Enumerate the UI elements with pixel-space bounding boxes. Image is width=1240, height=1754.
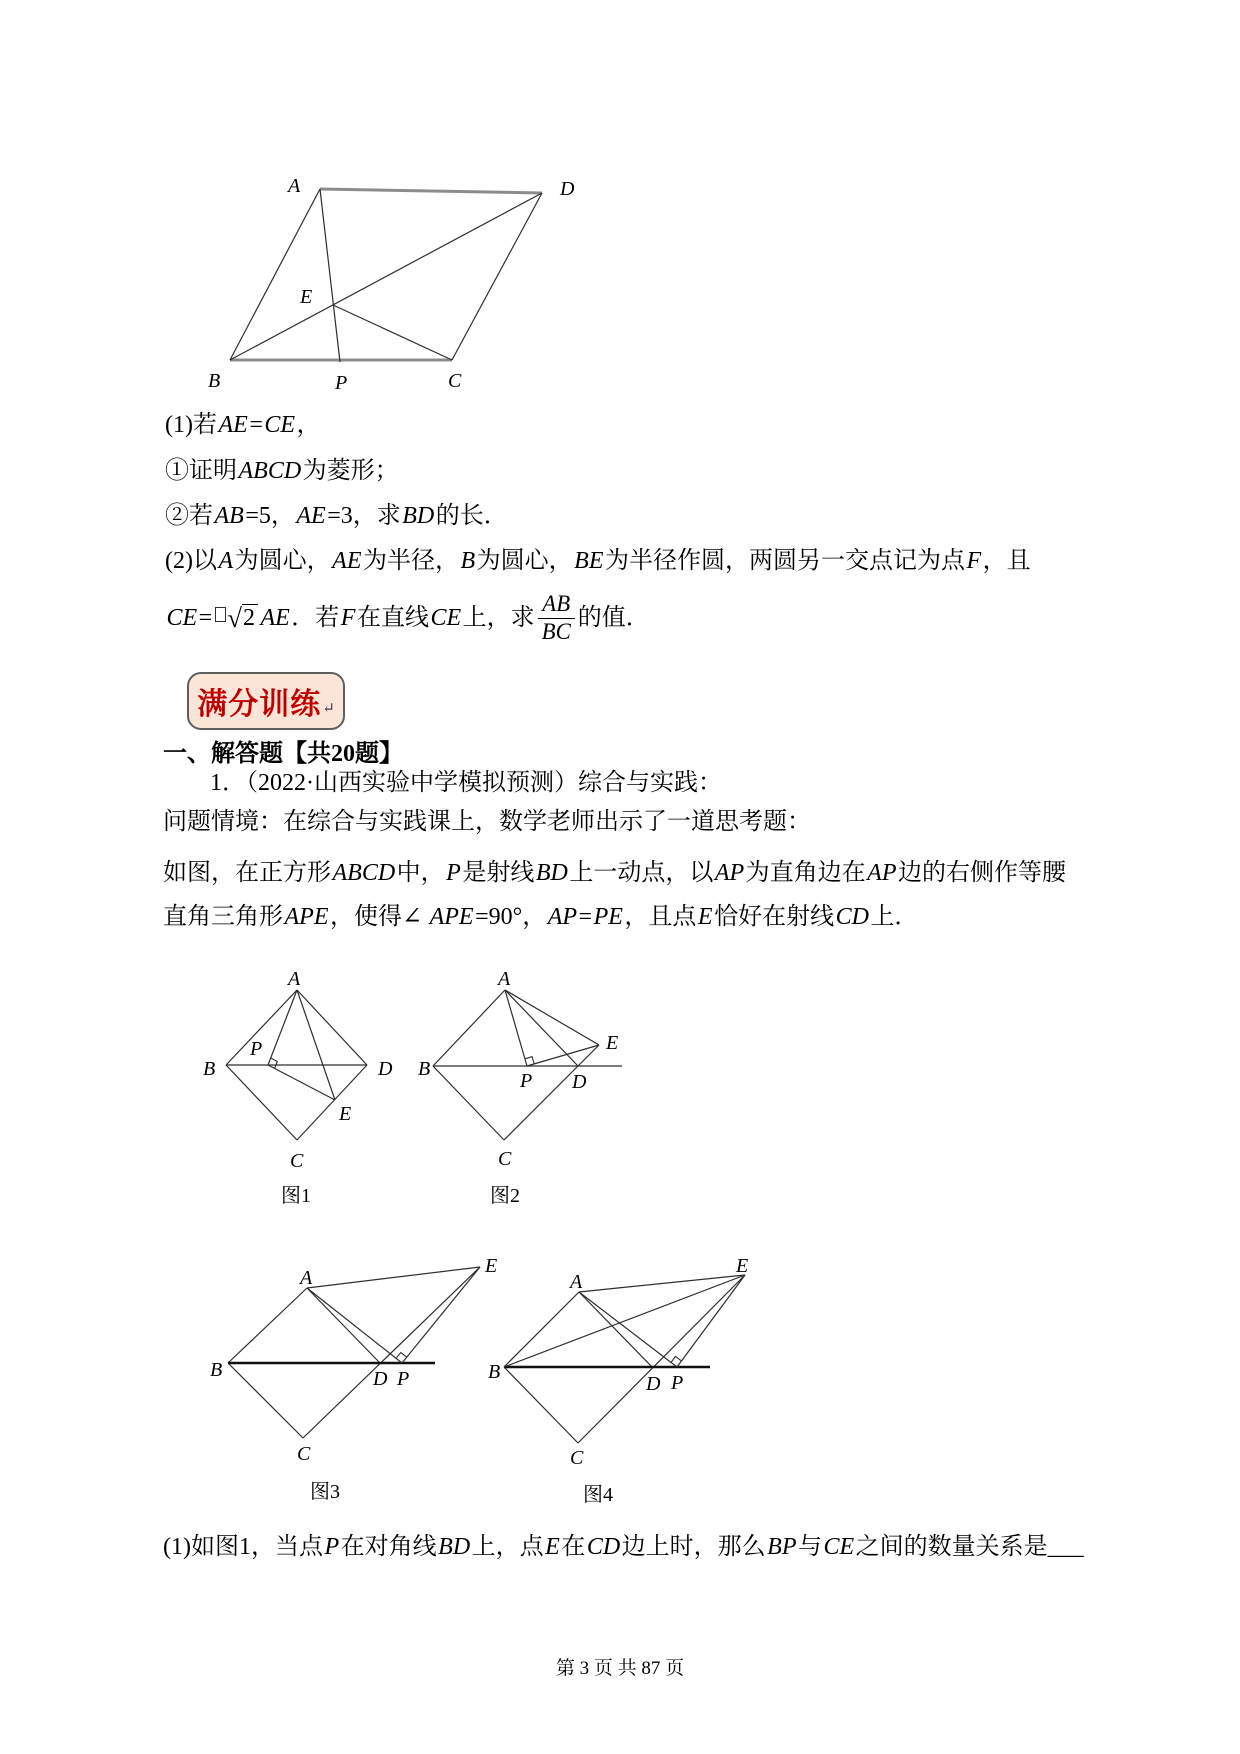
math-variable: APE xyxy=(284,904,329,930)
math-variable: F xyxy=(966,548,982,574)
vertex-label-e: E xyxy=(339,1103,352,1125)
vertex-label-c: C xyxy=(570,1447,584,1469)
math-variable: CE xyxy=(264,412,296,438)
vertex-label-d: D xyxy=(378,1058,393,1080)
figure-4-edges xyxy=(504,1275,745,1443)
vertex-label-a: A xyxy=(300,1267,313,1289)
vertex-label-c: C xyxy=(448,370,462,392)
math-variable: A xyxy=(218,548,234,574)
question-1-line xyxy=(163,1532,1084,1562)
radicand: 2 xyxy=(242,604,258,633)
math-variable: CE xyxy=(430,605,462,631)
vertex-label-c: C xyxy=(498,1148,512,1170)
math-variable: BE xyxy=(574,548,604,574)
text-run: = xyxy=(249,412,263,438)
math-variable: P xyxy=(446,860,461,886)
vertex-label-p: P xyxy=(250,1038,263,1060)
score-training-badge xyxy=(187,672,345,730)
math-variable: AE xyxy=(296,503,326,529)
problem-line-4 xyxy=(165,546,1031,576)
text-run: 为菱形； xyxy=(302,458,399,484)
math-variable: PE xyxy=(593,904,623,930)
figure-2-svg xyxy=(410,965,645,1180)
text-run: 在对角线 xyxy=(340,1534,437,1560)
problem-line-1 xyxy=(165,410,321,440)
vertex-label-a: A xyxy=(498,968,511,990)
math-variable: AP xyxy=(547,904,578,930)
text-run: ，且点 xyxy=(624,904,697,930)
text-run: = xyxy=(578,904,593,930)
text-run: =90°， xyxy=(475,904,547,930)
right-angle-mark xyxy=(671,1356,682,1362)
text-run: 为半径， xyxy=(362,548,459,574)
text-run: 为直角边在 xyxy=(745,860,866,886)
text-run: 上． xyxy=(870,904,919,930)
fraction-denominator: BC xyxy=(541,618,571,644)
vertex-label-d: D xyxy=(373,1368,388,1390)
text-run: 上，点 xyxy=(471,1534,544,1560)
vertex-label-e: E xyxy=(606,1032,619,1054)
missing-glyph-box xyxy=(215,607,226,622)
math-variable: E xyxy=(545,1534,560,1560)
text-run: 如图，在正方形 xyxy=(163,860,331,886)
math-variable: AB xyxy=(214,503,244,529)
math-variable: P xyxy=(324,1534,340,1560)
text-run: 边上时，那么 xyxy=(621,1534,766,1560)
math-variable: BP xyxy=(767,1534,797,1560)
fraction-numerator: AB xyxy=(538,592,575,619)
figure-1-svg xyxy=(195,965,410,1180)
figure-3-caption: 图3 xyxy=(310,1481,340,1503)
text-run: 为圆心， xyxy=(234,548,331,574)
math-variable: CE xyxy=(823,1534,855,1560)
figure-4-caption: 图4 xyxy=(583,1484,613,1506)
sqrt-radical xyxy=(227,604,258,633)
vertex-label-c: C xyxy=(297,1443,311,1465)
right-angle-mark xyxy=(396,1353,407,1359)
vertex-label-b: B xyxy=(203,1058,216,1080)
math-variable: AE xyxy=(332,548,362,574)
text-run: 与 xyxy=(798,1534,822,1560)
math-variable: ABCD xyxy=(238,458,302,484)
figure-2-caption: 图2 xyxy=(490,1185,520,1207)
vertex-label-p: P xyxy=(520,1070,533,1092)
text-run: ，且 xyxy=(982,548,1031,574)
vertex-label-a: A xyxy=(570,1271,583,1293)
math-variable: CD xyxy=(586,1534,621,1560)
text-run: 上，求 xyxy=(462,605,535,631)
figure-parallelogram-svg xyxy=(150,150,610,400)
text-run: 为半径作圆，两圆另一交点记为点 xyxy=(604,548,965,574)
fraction xyxy=(538,592,575,644)
problem-line-3 xyxy=(165,501,508,531)
text-run: ___ xyxy=(1047,1534,1084,1560)
math-variable: BD xyxy=(535,860,568,886)
math-variable: AE xyxy=(260,605,290,631)
vertex-label-e: E xyxy=(300,286,313,308)
problem1-desc-line-1 xyxy=(163,858,1066,888)
math-variable: ABCD xyxy=(332,860,396,886)
text-run: 之间的数量关系是 xyxy=(855,1534,1048,1560)
text-run: =5， xyxy=(245,503,295,529)
vertex-label-e: E xyxy=(485,1255,498,1277)
math-variable: AP xyxy=(867,860,897,886)
vertex-label-e: E xyxy=(736,1255,749,1277)
vertex-label-a: A xyxy=(288,968,301,990)
vertex-label-d: D xyxy=(646,1373,661,1395)
math-variable: APE xyxy=(429,904,474,930)
return-mark-icon: ↵ xyxy=(322,700,335,717)
vertex-label-c: C xyxy=(290,1150,304,1172)
figure-4-svg xyxy=(440,1255,775,1473)
text-run: 的值． xyxy=(577,605,650,631)
math-variable: BD xyxy=(402,503,435,529)
text-run: 的长． xyxy=(435,503,508,529)
problem-line-2 xyxy=(165,456,399,486)
math-variable: BD xyxy=(438,1534,471,1560)
math-variable: AP xyxy=(714,860,745,886)
text-run: 是射线 xyxy=(462,860,535,886)
text-run: 边的右侧作等腰 xyxy=(898,860,1066,886)
text-run: 直角三角形 xyxy=(163,904,283,930)
math-variable: CD xyxy=(835,904,869,930)
math-variable: AE xyxy=(218,412,248,438)
figure-2-edges xyxy=(433,990,622,1140)
problem1-situation-line: 问题情境：在综合与实践课上，数学老师出示了一道思考题： xyxy=(163,809,811,835)
vertex-label-p: P xyxy=(397,1368,410,1390)
vertex-label-a: A xyxy=(288,175,301,197)
math-variable: B xyxy=(460,548,476,574)
text-run: 为圆心， xyxy=(476,548,573,574)
problem1-desc-line-2 xyxy=(163,902,918,932)
page-footer: 第 3 页 共 87 页 xyxy=(555,1658,685,1679)
problem1-source-line: 1．（2022·山西实验中学模拟预测）综合与实践： xyxy=(210,770,722,796)
vertex-label-b: B xyxy=(210,1359,223,1381)
badge-label: 满分训练 xyxy=(197,688,322,721)
text-run: 中， xyxy=(396,860,445,886)
vertex-label-p: P xyxy=(335,372,348,394)
figure-1-caption: 图1 xyxy=(281,1185,311,1207)
vertex-label-d: D xyxy=(560,178,575,200)
text-run: = xyxy=(198,605,213,631)
math-variable: CE xyxy=(166,605,198,631)
vertex-label-p: P xyxy=(671,1372,684,1394)
text-run: 在 xyxy=(561,1534,586,1560)
math-variable: E xyxy=(697,904,713,930)
text-run: ①证明 xyxy=(165,458,237,484)
text-run: 恰好在射线 xyxy=(714,904,835,930)
text-run: =3，求 xyxy=(327,503,401,529)
text-run: 上一动点，以 xyxy=(569,860,714,886)
text-run: (1)若 xyxy=(165,412,217,438)
figure-parallelogram-edges xyxy=(230,189,542,362)
math-variable: F xyxy=(340,605,356,631)
vertex-label-b: B xyxy=(488,1361,501,1383)
section-header: 一、解答题【共20题】 xyxy=(163,741,403,767)
vertex-label-d: D xyxy=(572,1071,587,1093)
text-run: ②若 xyxy=(165,503,213,529)
text-run: ， xyxy=(296,412,321,438)
radical-sign: √ xyxy=(227,602,242,633)
text-run: (1)如图1，当点 xyxy=(163,1534,323,1560)
vertex-label-b: B xyxy=(208,370,221,392)
problem-line-5 xyxy=(165,590,650,646)
text-run: 在直线 xyxy=(356,605,429,631)
text-run: ．若 xyxy=(291,605,340,631)
vertex-label-b: B xyxy=(418,1058,431,1080)
text-run: ，使得∠ xyxy=(329,904,429,930)
text-run: (2)以 xyxy=(165,548,217,574)
